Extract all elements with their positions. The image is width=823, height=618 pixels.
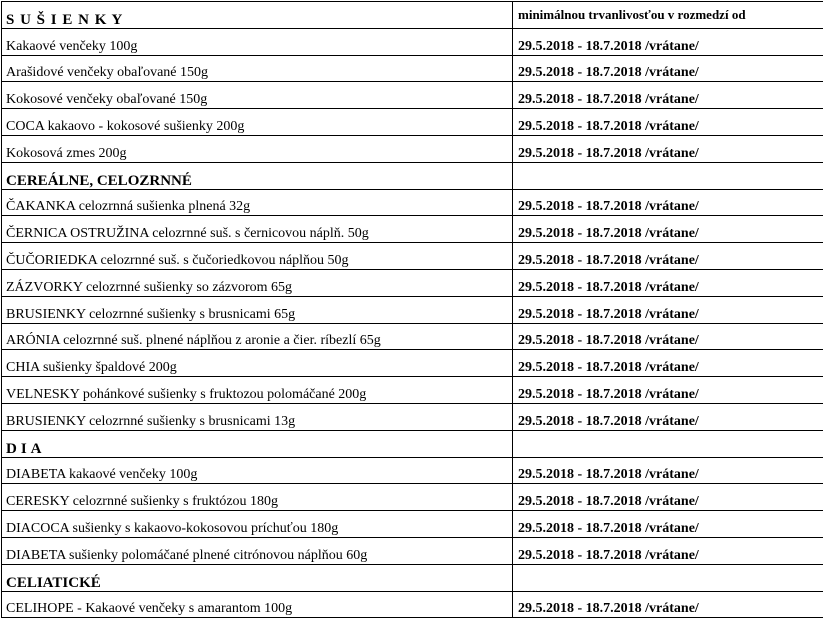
section-title: CEREÁLNE, CELOZRNNÉ — [2, 162, 513, 189]
section-empty-cell — [513, 430, 823, 457]
product-name: BRUSIENKY celozrnné sušienky s brusnicami 65g — [2, 296, 513, 323]
product-row — [2, 591, 823, 618]
product-name: VELNESKY pohánkové sušienky s fruktozou polomáčané 200g — [2, 377, 513, 404]
product-name: Kokosové venčeky obaľované 150g — [2, 82, 513, 109]
product-row — [2, 323, 823, 350]
date-range: 29.5.2018 - 18.7.2018 /vrátane/ — [513, 28, 823, 55]
product-name: Arašidové venčeky obaľované 150g — [2, 55, 513, 82]
product-table — [1, 1, 823, 618]
date-range: 29.5.2018 - 18.7.2018 /vrátane/ — [513, 457, 823, 484]
date-range: 29.5.2018 - 18.7.2018 /vrátane/ — [513, 55, 823, 82]
date-range: 29.5.2018 - 18.7.2018 /vrátane/ — [513, 216, 823, 243]
date-range: 29.5.2018 - 18.7.2018 /vrátane/ — [513, 135, 823, 162]
product-row — [2, 350, 823, 377]
date-range: 29.5.2018 - 18.7.2018 /vrátane/ — [513, 403, 823, 430]
product-name: ČERNICA OSTRUŽINA celozrnné suš. s černicovou náplň. 50g — [2, 216, 513, 243]
section-empty-cell — [513, 564, 823, 591]
date-range: 29.5.2018 - 18.7.2018 /vrátane/ — [513, 350, 823, 377]
product-row — [2, 28, 823, 55]
product-row — [2, 243, 823, 270]
product-row — [2, 484, 823, 511]
date-range: 29.5.2018 - 18.7.2018 /vrátane/ — [513, 296, 823, 323]
product-row — [2, 296, 823, 323]
section-row — [2, 564, 823, 591]
product-row — [2, 216, 823, 243]
date-range: 29.5.2018 - 18.7.2018 /vrátane/ — [513, 109, 823, 136]
product-row — [2, 135, 823, 162]
product-name: DIACOCA sušienky s kakaovo-kokosovou príchuťou 180g — [2, 511, 513, 538]
section-row — [2, 430, 823, 457]
header-row — [2, 2, 823, 29]
product-name: CHIA sušienky špaldové 200g — [2, 350, 513, 377]
product-row — [2, 55, 823, 82]
product-name: COCA kakaovo - kokosové sušienky 200g — [2, 109, 513, 136]
date-range: 29.5.2018 - 18.7.2018 /vrátane/ — [513, 484, 823, 511]
product-name: ZÁZVORKY celozrnné sušienky so zázvorom 65g — [2, 269, 513, 296]
product-row — [2, 109, 823, 136]
product-name: CELIHOPE - Kakaové venčeky s amarantom 100g — [2, 591, 513, 618]
product-name: DIABETA kakaové venčeky 100g — [2, 457, 513, 484]
product-row — [2, 457, 823, 484]
product-row — [2, 403, 823, 430]
product-name: Kokosová zmes 200g — [2, 135, 513, 162]
product-row — [2, 511, 823, 538]
product-row — [2, 189, 823, 216]
product-name: CERESKY celozrnné sušienky s fruktózou 180g — [2, 484, 513, 511]
product-row — [2, 537, 823, 564]
date-range: 29.5.2018 - 18.7.2018 /vrátane/ — [513, 591, 823, 618]
section-title: DIA — [2, 430, 513, 457]
section-row — [2, 162, 823, 189]
date-range: 29.5.2018 - 18.7.2018 /vrátane/ — [513, 189, 823, 216]
product-row — [2, 82, 823, 109]
product-name: ČUČORIEDKA celozrnné suš. s čučoriedkovou náplňou 50g — [2, 243, 513, 270]
category-title: S U Š I E N K Y — [2, 2, 513, 29]
date-range: 29.5.2018 - 18.7.2018 /vrátane/ — [513, 243, 823, 270]
section-title: CELIATICKÉ — [2, 564, 513, 591]
date-range: 29.5.2018 - 18.7.2018 /vrátane/ — [513, 82, 823, 109]
product-name: DIABETA sušienky polomáčané plnené citrónovou náplňou 60g — [2, 537, 513, 564]
date-range: 29.5.2018 - 18.7.2018 /vrátane/ — [513, 269, 823, 296]
product-row — [2, 377, 823, 404]
date-range: 29.5.2018 - 18.7.2018 /vrátane/ — [513, 377, 823, 404]
product-row — [2, 269, 823, 296]
product-name: ARÓNIA celozrnné suš. plnené náplňou z aronie a čier. ríbezlí 65g — [2, 323, 513, 350]
product-name: ČAKANKA celozrnná sušienka plnená 32g — [2, 189, 513, 216]
section-empty-cell — [513, 162, 823, 189]
product-name: BRUSIENKY celozrnné sušienky s brusnicami 13g — [2, 403, 513, 430]
date-range: 29.5.2018 - 18.7.2018 /vrátane/ — [513, 537, 823, 564]
column-label: minimálnou trvanlivosťou v rozmedzí od — [513, 2, 823, 29]
date-range: 29.5.2018 - 18.7.2018 /vrátane/ — [513, 511, 823, 538]
product-table-body — [2, 2, 823, 618]
product-name: Kakaové venčeky 100g — [2, 28, 513, 55]
date-range: 29.5.2018 - 18.7.2018 /vrátane/ — [513, 323, 823, 350]
